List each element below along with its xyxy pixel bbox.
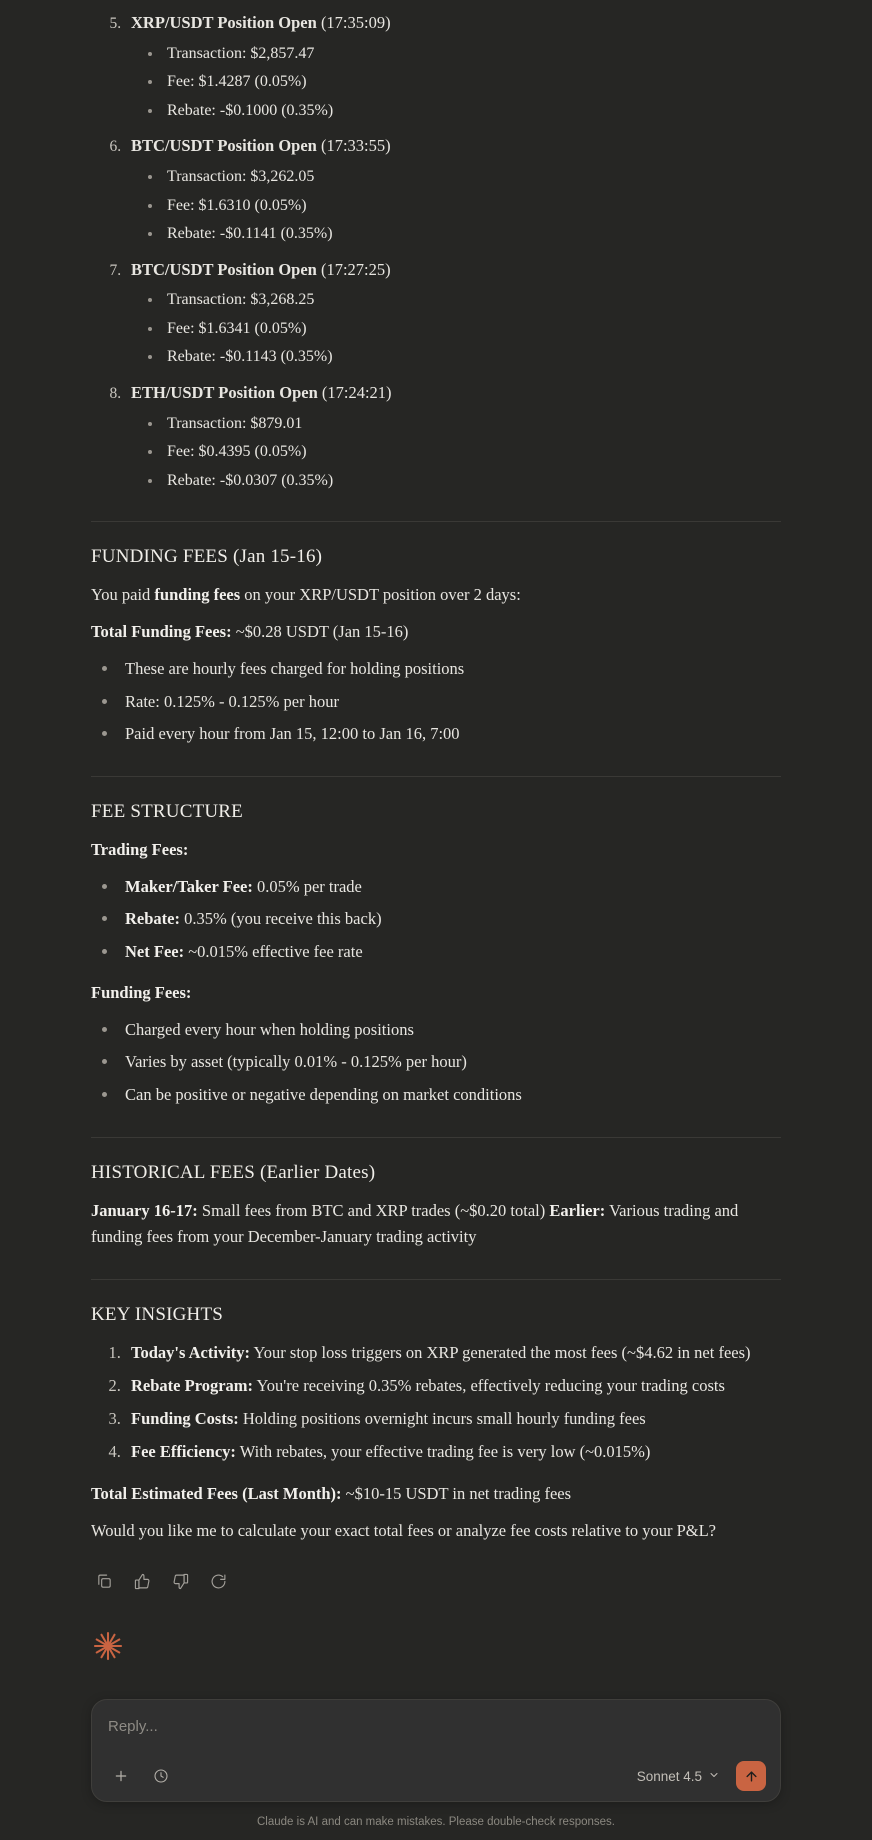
section-heading-funding-fees: FUNDING FEES (Jan 15-16) (91, 546, 323, 568)
trade-list (91, 10, 781, 493)
list-item: • Transaction: $3,268.25 (163, 287, 781, 313)
trade-time: (17:27:25) (320, 259, 391, 279)
assistant-message (91, 0, 781, 1661)
bullet-rest: 0.05% per trade (252, 876, 362, 896)
list-item: • These are hourly fees charged for holding positions (119, 656, 781, 683)
copy-icon[interactable] (93, 1571, 115, 1593)
send-button[interactable] (736, 1761, 766, 1791)
insight-bold: Fee Efficiency: (131, 1442, 236, 1462)
list-item (125, 1439, 781, 1465)
section-heading-fee-structure: FEE STRUCTURE (91, 800, 243, 822)
total-estimated-fees (91, 1481, 781, 1508)
list-item: • Transaction: $3,262.05 (163, 164, 781, 190)
list-item (119, 906, 781, 933)
closing-question: Would you like me to calculate your exact total fees or analyze fee costs relative to your P&L? (91, 1521, 716, 1541)
insight-bold: Today's Activity: (131, 1343, 251, 1363)
funding-total-label: Total Funding Fees: (91, 622, 232, 642)
trade-title: XRP/USDT Position Open (131, 13, 317, 32)
divider (91, 776, 781, 777)
list-item: • Fee: $1.6341 (0.05%) (163, 316, 781, 342)
plus-icon[interactable] (108, 1763, 134, 1789)
list-item: • Rebate: -$0.1000 (0.35%) (163, 98, 781, 124)
funding-total (91, 619, 781, 646)
trade-details (131, 411, 781, 494)
trading-fees-label (91, 837, 781, 864)
thumbs-up-icon[interactable] (131, 1571, 153, 1593)
list-item: • Rebate: -$0.0307 (0.35%) (163, 468, 781, 494)
list-item: • Transaction: $879.01 (163, 411, 781, 437)
funding-fees-label-text: Funding Fees: (91, 982, 192, 1002)
history-icon[interactable] (148, 1763, 174, 1789)
funding-intro-bold: funding fees (154, 585, 241, 605)
trade-details (131, 287, 781, 370)
trade-details (131, 41, 781, 124)
list-item: • Varies by asset (typically 0.01% - 0.125% per hour) (119, 1049, 781, 1076)
historical-text-2: Various trading and funding fees from your December-January trading activity (91, 1200, 739, 1247)
trade-details (131, 164, 781, 247)
list-item (125, 380, 781, 493)
reply-input[interactable]: Reply... (108, 1718, 158, 1735)
list-item: • Can be positive or negative depending on market conditions (119, 1082, 781, 1109)
trade-title: BTC/USDT Position Open (131, 136, 317, 156)
list-item (125, 257, 781, 370)
trade-title: ETH/USDT Position Open (131, 383, 318, 403)
section-heading-key-insights: KEY INSIGHTS (91, 1304, 224, 1326)
funding-intro-pre: You paid (91, 585, 155, 605)
trade-title: BTC/USDT Position Open (131, 259, 317, 279)
historical-text-1: Small fees from BTC and XRP trades (~$0.20 total) (197, 1200, 550, 1220)
bullet-bold: Net Fee: (125, 942, 185, 962)
funding-total-value: ~$0.28 USDT (Jan 15-16) (231, 622, 409, 642)
insight-rest: With rebates, your effective trading fee is very low (~0.015%) (235, 1442, 651, 1462)
bullet-rest: ~0.015% effective fee rate (184, 942, 363, 962)
retry-icon[interactable] (207, 1571, 229, 1593)
insight-rest: You're receiving 0.35% rebates, effectively reducing your trading costs (253, 1376, 725, 1396)
divider (91, 1137, 781, 1138)
divider (91, 521, 781, 522)
list-item: • Charged every hour when holding positions (119, 1017, 781, 1044)
insight-rest: Holding positions overnight incurs small hourly funding fees (238, 1409, 646, 1429)
funding-fees-label (91, 980, 781, 1007)
list-item: • Transaction: $2,857.47 (163, 41, 781, 67)
funding-bullets (91, 656, 781, 748)
funding-intro-post: on your XRP/USDT position over 2 days: (240, 585, 521, 605)
list-item: • Fee: $1.4287 (0.05%) (163, 69, 781, 95)
list-item: • Rebate: -$0.1143 (0.35%) (163, 344, 781, 370)
chevron-down-icon (708, 1769, 720, 1784)
trading-fees-bullets (91, 874, 781, 966)
thumbs-down-icon[interactable] (169, 1571, 191, 1593)
list-item (125, 1406, 781, 1432)
message-composer[interactable] (91, 1699, 781, 1802)
list-item (125, 1340, 781, 1366)
list-item (125, 1373, 781, 1399)
bullet-bold: Rebate: (125, 909, 180, 929)
insights-list (91, 1340, 781, 1465)
historical-bold-1: January 16-17: (91, 1200, 198, 1220)
insight-bold: Funding Costs: (131, 1409, 239, 1429)
trading-fees-label-text: Trading Fees: (91, 839, 189, 859)
total-estimated-fees-value: ~$10-15 USDT in net trading fees (341, 1484, 572, 1504)
section-heading-historical-fees: HISTORICAL FEES (Earlier Dates) (91, 1161, 376, 1183)
message-action-bar (93, 1571, 781, 1593)
total-estimated-fees-label: Total Estimated Fees (Last Month): (91, 1484, 342, 1504)
insight-rest: Your stop loss triggers on XRP generated the most fees (~$4.62 in net fees) (250, 1343, 751, 1363)
composer-left-tools (108, 1763, 174, 1789)
funding-fees-bullets (91, 1017, 781, 1109)
claude-star-icon (93, 1631, 123, 1661)
trade-time: (17:33:55) (320, 136, 391, 156)
model-selector-label: Sonnet 4.5 (636, 1768, 702, 1784)
historical-body (91, 1198, 781, 1251)
list-item (119, 939, 781, 966)
composer-toolbar (108, 1761, 766, 1791)
list-item (125, 133, 781, 246)
insight-bold: Rebate Program: (131, 1376, 254, 1396)
list-item (125, 10, 781, 123)
composer-area (0, 1665, 872, 1840)
trade-time: (17:35:09) (320, 13, 391, 32)
list-item: • Fee: $1.6310 (0.05%) (163, 193, 781, 219)
composer-right-tools (631, 1761, 766, 1791)
bullet-bold: Maker/Taker Fee: (125, 876, 253, 896)
bullet-rest: 0.35% (you receive this back) (179, 909, 382, 929)
historical-bold-2: Earlier: (549, 1200, 606, 1220)
list-item: • Rebate: -$0.1141 (0.35%) (163, 221, 781, 247)
list-item: • Fee: $0.4395 (0.05%) (163, 439, 781, 465)
funding-intro (91, 582, 781, 609)
list-item: • Rate: 0.125% - 0.125% per hour (119, 689, 781, 716)
disclaimer-text: Claude is AI and can make mistakes. Please double-check responses. (257, 1816, 615, 1828)
trade-time: (17:24:21) (321, 383, 392, 403)
list-item (119, 874, 781, 901)
divider (91, 1279, 781, 1280)
model-selector[interactable] (631, 1765, 726, 1788)
list-item: • Paid every hour from Jan 15, 12:00 to Jan 16, 7:00 (119, 721, 781, 748)
